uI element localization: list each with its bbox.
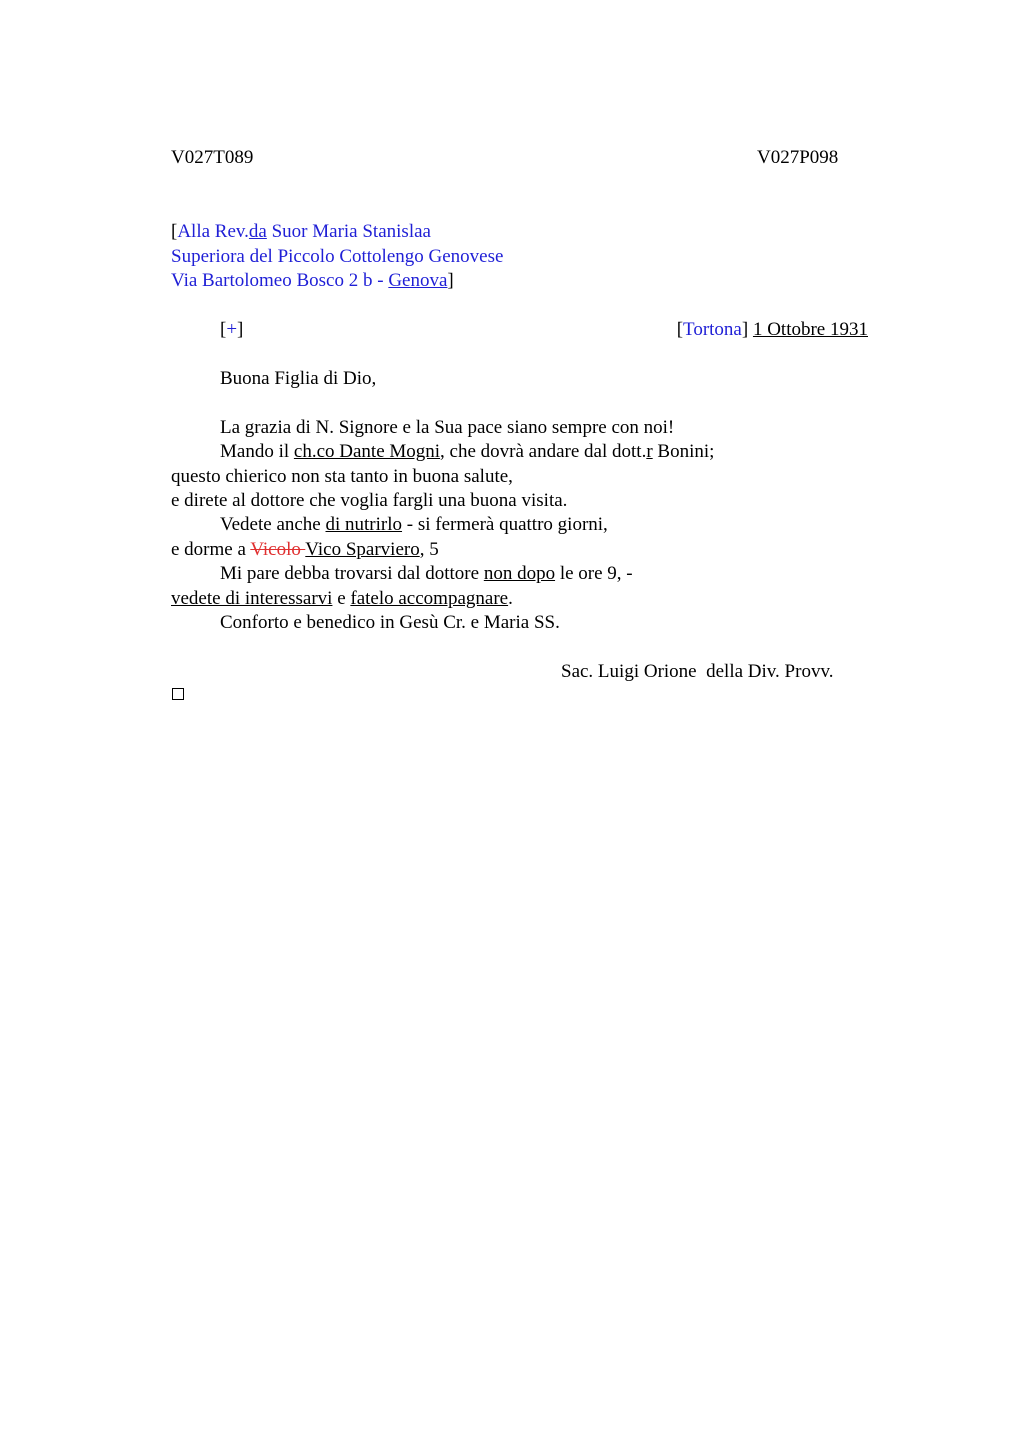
document-code-left: V027T089 <box>171 147 254 168</box>
place-date <box>677 318 868 342</box>
underlined-phrase: vedete di interessarvi <box>171 588 333 609</box>
bracket-open: [ <box>676 319 684 340</box>
address-line-2: Superiora del Piccolo Cottolengo Genovese <box>171 246 504 267</box>
salutation: Buona Figlia di Dio, <box>220 368 377 389</box>
body-line-2 <box>220 440 714 464</box>
signature: Sac. Luigi Orione della Div. Provv. <box>561 661 834 682</box>
address-city: Genova <box>388 270 448 291</box>
underlined-phrase: fatelo accompagnare <box>350 588 509 609</box>
cross-mark <box>220 318 243 342</box>
text: Vedete anche <box>220 514 326 535</box>
text: , che dovrà andare dal dott. <box>440 441 647 462</box>
underlined-phrase: di nutrirlo <box>325 514 403 535</box>
address-line-1 <box>171 220 431 244</box>
address-line-3 <box>171 269 454 293</box>
text: e <box>332 588 351 609</box>
street-name: Vico Sparviero <box>305 539 420 560</box>
text: Mando il <box>220 441 294 462</box>
letter-date: 1 Ottobre 1931 <box>752 319 868 340</box>
bracket-close: ] <box>447 270 454 291</box>
person-name: ch.co Dante Mogni <box>293 441 441 462</box>
document-code-right: V027P098 <box>757 147 839 168</box>
underlined-phrase: non dopo <box>483 563 556 584</box>
text: . <box>508 588 513 609</box>
end-marker-box <box>172 688 184 700</box>
body-line-7 <box>220 562 633 586</box>
body-line-9: Conforto e benedico in Gesù Cr. e Maria SS. <box>220 612 560 633</box>
bracket-close: ] <box>741 319 753 340</box>
text: e dorme a <box>171 539 251 560</box>
body-line-6 <box>171 538 439 562</box>
text: le ore 9, - <box>555 563 633 584</box>
address-title-superscript: da <box>248 221 267 242</box>
cross-symbol: + <box>226 319 238 340</box>
body-line-3: questo chierico non sta tanto in buona salute, <box>171 466 513 487</box>
body-line-4: e direte al dottore che voglia fargli una buona visita. <box>171 490 568 511</box>
address-street: Via Bartolomeo Bosco 2 b - <box>171 270 389 291</box>
body-line-1: La grazia di N. Signore e la Sua pace siano sempre con noi! <box>220 417 675 438</box>
text: , 5 <box>419 539 439 560</box>
bracket-open: [ <box>171 221 178 242</box>
body-line-5 <box>220 513 608 537</box>
place-name: Tortona <box>683 319 742 340</box>
bracket-close: ] <box>237 319 244 340</box>
text: - si fermerà quattro giorni, <box>402 514 608 535</box>
address-recipient: Suor Maria Stanislaa <box>266 221 431 242</box>
abbreviation-superscript: r <box>646 441 653 462</box>
text: Bonini; <box>652 441 715 462</box>
text: Mi pare debba trovarsi dal dottore <box>220 563 484 584</box>
struck-word: Vicolo <box>250 539 306 560</box>
address-title: Alla Rev. <box>177 221 249 242</box>
body-line-8 <box>171 587 513 611</box>
bracket-open: [ <box>220 319 227 340</box>
